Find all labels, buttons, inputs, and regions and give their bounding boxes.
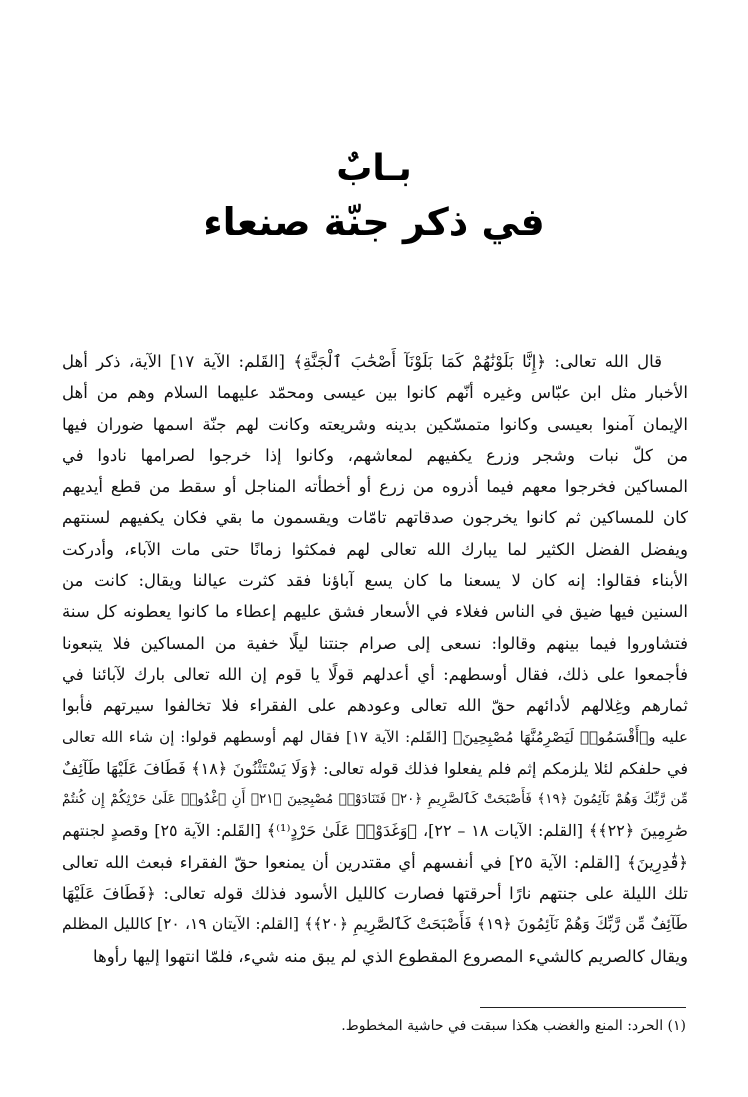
footnote-divider [480, 1007, 686, 1008]
text-line: تلك الليلة على جنتهم نارًا أحرقتها فصارت كالليل الأسود فذلك قوله تعالى: ﴿فَطَافَ عَلَيْهَا [62, 884, 688, 904]
text-line: فتشاوروا فيما بينهم وقالوا: نسعى إلى صرام جنتنا ليلًا خفية من المساكين فلا يتبعونا [62, 633, 688, 653]
text-line: من كلّ نبات وشجر وزرع يكفيهم لمعاشهم، وكانوا إذا خرجوا لصرامها نادوا في [62, 445, 688, 465]
text-line: صَٰرِمِينَ ﴿٢٢﴾﴾ [القلم: الآيات ١٨ – ٢٢]، ﴿وَغَدَوْا۟ عَلَىٰ حَرْدٍ⁽¹⁾﴾ [القَلم: الآية ٢٥] وقصدٍ لجنتهم [62, 821, 688, 841]
text-line: الإيمان آمنوا بعيسى وكانوا متمسّكين بدينه وشريعته وكانت لهم جنّة اسمها ضوران فيها [62, 414, 688, 434]
text-line: قال الله تعالى: ﴿إِنَّا بَلَوْنَٰهُمْ كَمَا بَلَوْنَآ أَصْحَٰبَ ٱلْجَنَّةِ﴾ [القَلم: الآية ١٧] الآية، ذكر أهل [62, 352, 662, 371]
text-line: عليه و﴿أَقْسَمُوا۟ لَيَصْرِمُنَّهَا مُصْبِحِينَ﴾ [القَلم: الآية ١٧] فقال لهم أوسطهم قولوا: إن شاء الله تعالى [62, 727, 688, 746]
text-line: الأخبار مثل ابن عبّاس وغيره أنّهم كانوا بين عيسى ومحمّد عليهما السلام وهم من أهل [62, 383, 688, 403]
text-line: السنين فيها ضيق في الناس فغلاء في الأسعار فشق عليهم إعطاء ما كانوا يعطونه كل سنة [62, 602, 688, 622]
chapter-subheading: في ذكر جنّة صنعاء [203, 200, 545, 244]
body-paragraph [62, 346, 688, 972]
text-line: المساكين فخرجوا معهم فيما أذروه من زرع أو أخطأته المناجل أو سقط من قطع أيديهم [62, 477, 688, 497]
footnote: (١) الحرد: المنع والغضب هكذا سبقت في حاشية المخطوط. [341, 1018, 686, 1034]
text-line: في حلفكم لئلا يلزمكم إثم فلم يفعلوا فذلك قوله تعالى: ﴿وَلَا يَسْتَثْنُونَ ﴿١٨﴾ فَطَافَ عَلَيْهَا طَآئِفٌ [62, 758, 688, 778]
text-line: مِّن رَّبِّكَ وَهُمْ نَآئِمُونَ ﴿١٩﴾ فَأَصْبَحَتْ كَٱلصَّرِيمِ ﴿٢٠﴾ فَتَنَادَوْا۟ مُصْبِحِينَ ﴿٢١﴾ أَنِ ٱغْدُوا۟ عَلَىٰ حَرْثِكُمْ إِن كُنتُمْ [62, 791, 688, 808]
text-line: طَآئِفٌ مِّن رَّبِّكَ وَهُمْ نَآئِمُونَ ﴿١٩﴾ فَأَصْبَحَتْ كَٱلصَّرِيمِ ﴿٢٠﴾﴾ [القلم: الآيتان ١٩، ٢٠] كالليل المظلم [62, 915, 688, 934]
text-line: فأجمعوا على ذلك، فقال أوسطهم: أي أعدلهم قولًا يا قوم إن الله تعالى بارك لآبائنا في [62, 664, 688, 684]
text-line: ويقال كالصريم كالشيء المصروع المقطوع الذي لم يبق منه شيء، فلمّا انتهوا إليها رأوها [92, 946, 688, 966]
text-line: الأبناء فقالوا: إنه كان لا يسعنا ما كان يسع آباؤنا فقد كثرت عيالنا ويقال: كانت من [62, 571, 688, 591]
text-line: ثمارهم وغِلالهم لأدائهم حقّ الله تعالى وعودهم على الفقراء فلا تخالفوا سيرتهم فأبوا [62, 696, 688, 716]
text-line: ويفضل الفضل الكثير لما يبارك الله تعالى لهم فمكثوا زمانًا حتى مات الآباء، وأدركت [62, 539, 688, 559]
text-line: كان للمساكين ثم كانوا يخرجون صدقاتهم تامّات ويقسمون ما بقي فكان يكفيهم لسنتهم [62, 508, 688, 528]
chapter-heading: بـابٌ [336, 148, 412, 189]
text-line: ﴿قَٰدِرِينَ﴾ [القلم: الآية ٢٥] في أنفسهم أي مقتدرين أن يمنعوا حقّ الفقراء فبعث الله تعالى [62, 852, 688, 872]
